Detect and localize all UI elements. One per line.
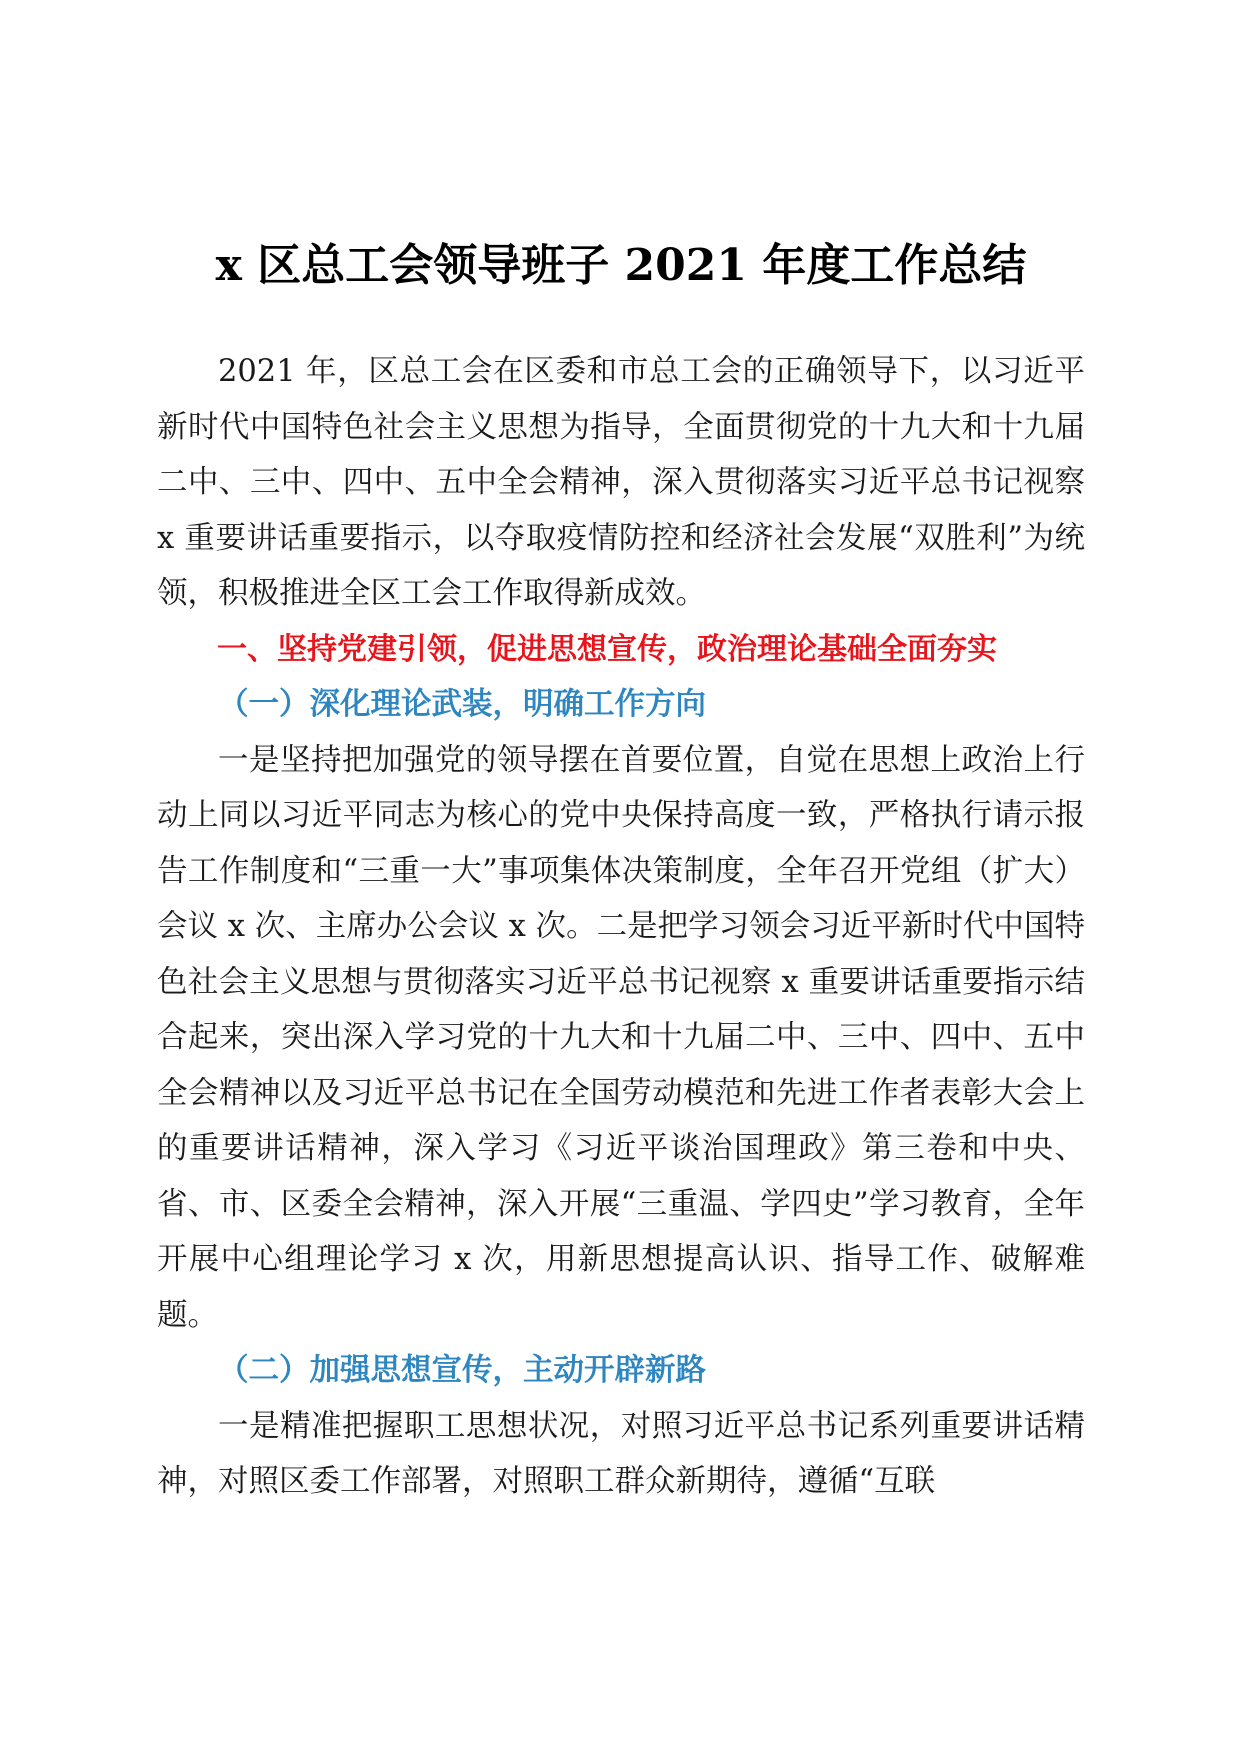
subsection-heading-2: （二）加强思想宣传，主动开辟新路 [218, 1352, 706, 1388]
document-content [157, 236, 1085, 1510]
document-title: x 区总工会领导班子 2021 年度工作总结 [215, 240, 1027, 291]
subsection-1-paragraph: 一是坚持把加强党的领导摆在首要位置，自觉在思想上政治上行动上同以习近平同志为核心的党中央保持高度一致，严格执行请示报告工作制度和“三重一大”事项集体决策制度，全年召开党组（扩大）会议 x 次、主席办公会议 x 次。二是把学习领会习近平新时代中国特色社会主义思想与贯彻落实习近平总书记视察 x 重要讲话重要指示结合起来，突出深入学习党的十九大和十九届二中、三中、四中、五中全会精神以及习近平总书记在全国劳动模范和先进工作者表彰大会上的重要讲话精神，深入学习《习近平谈治国理政》第三卷和中央、省、市、区委全会精神，深入开展“三重温、学四史”学习教育，全年开展中心组理论学习 x 次，用新思想提高认识、指导工作、破解难题。 [157, 742, 1085, 1333]
subsection-2-paragraph: 一是精准把握职工思想状况，对照习近平总书记系列重要讲话精神，对照区委工作部署，对照职工群众新期待，遵循“互联 [157, 1408, 1085, 1499]
intro-paragraph: 2021 年，区总工会在区委和市总工会的正确领导下，以习近平新时代中国特色社会主义思想为指导，全面贯彻党的十九大和十九届二中、三中、四中、五中全会精神，深入贯彻落实习近平总书记视察 x 重要讲话重要指示，以夺取疫情防控和经济社会发展“双胜利”为统领，积极推进全区工会工作取得新成效。 [157, 354, 1085, 611]
subsection-heading-1: （一）深化理论武装，明确工作方向 [218, 686, 706, 722]
section-heading-1: 一、坚持党建引领，促进思想宣传，政治理论基础全面夯实 [217, 631, 997, 667]
document-body [157, 344, 1085, 1510]
